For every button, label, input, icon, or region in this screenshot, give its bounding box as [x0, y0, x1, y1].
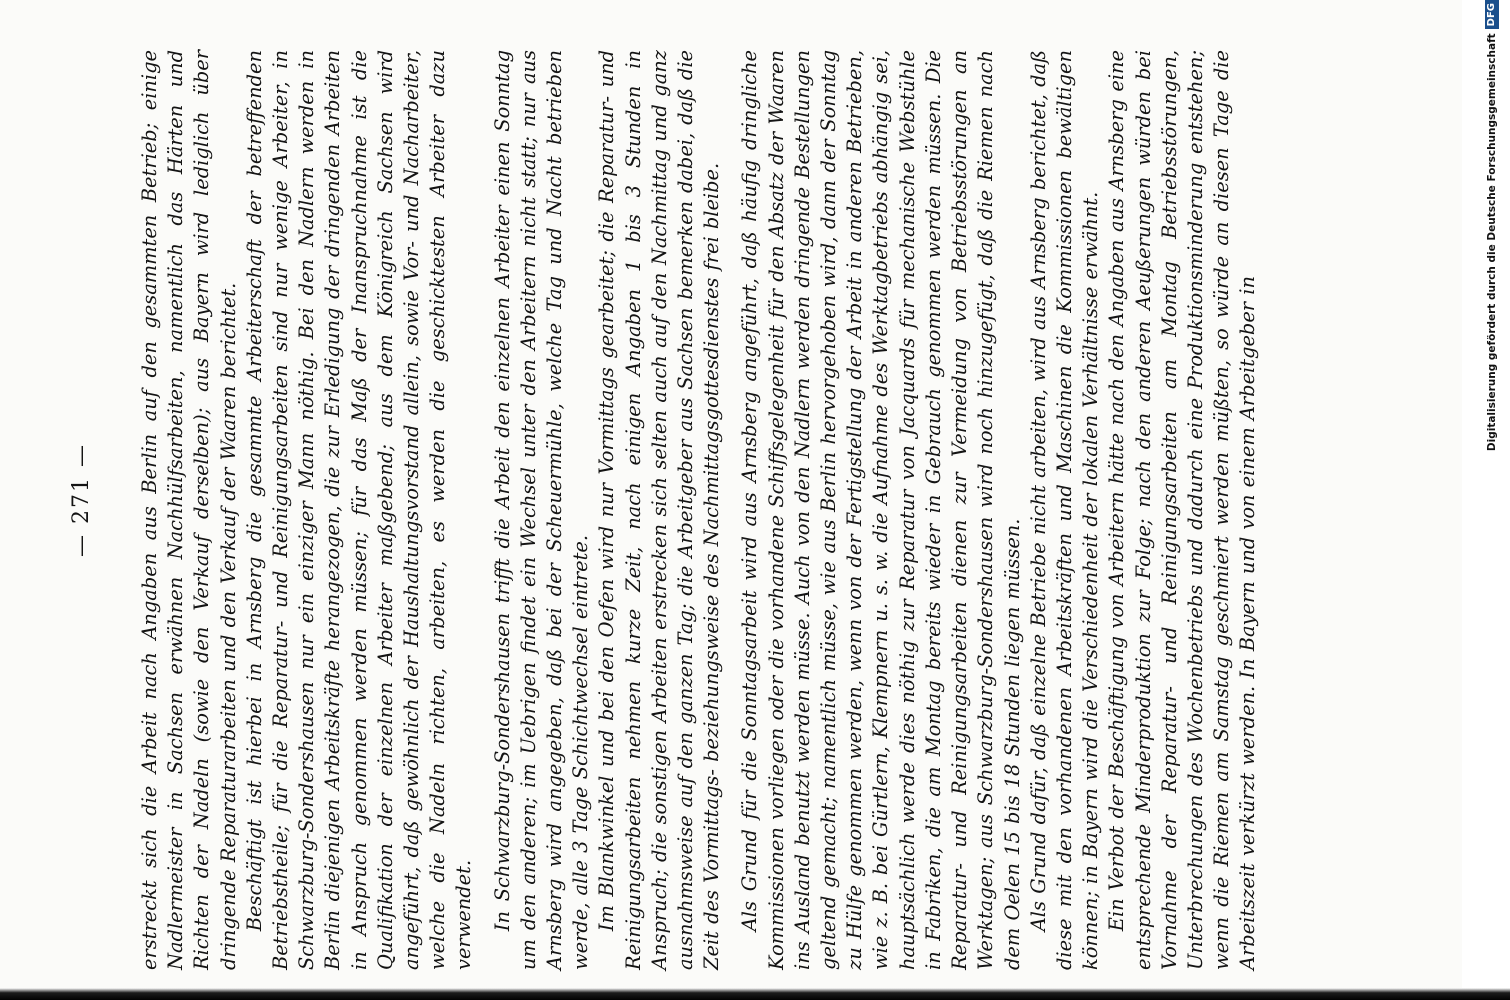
rotated-document-page [45, 0, 1465, 1000]
body-text [137, 50, 1262, 970]
paragraph: erstreckt sich die Arbeit nach Angaben aus Berlin auf den gesammten Betrieb; einige Nadlermeister in Sachsen erwähnen Nachhülfsarbeiten, namentlich das Härten und Richten der Nadeln (sowie den Verkauf derselben); aus Bayern wird lediglich über dringende Reparaturarbeiten und den Verkauf der Waaren berichtet. [138, 50, 240, 970]
paragraph: Ein Verbot der Beschäftigung von Arbeitern hätte nach den Angaben aus Arnsberg eine entsprechende Minderproduktion zur Folge; nach den anderen Aeußerungen würden bei Vornahme der Reparatur- und Reinigungsarbeiten am Montag Betriebsstörungen, Unterbrechungen des Wochenbetriebs und dadurch eine Produktionsminderung entstehen; wenn die Riemen am Samstag geschmiert werden müßten, so würde an diesen Tage die Arbeitszeit verkürzt werden. In Bayern und von einem Arbeitgeber in [1105, 50, 1260, 970]
paragraph: Als Grund dafür, daß einzelne Betriebe nicht arbeiten, wird aus Arnsberg berichtet, daß diese mit den vorhandenen Arbeitskräften und Maschinen die Kommissionen bewältigen können; in Bayern wird die Verschiedenheit der lokalen Verhältnisse erwähnt. [1026, 50, 1103, 970]
paragraph: Als Grund für die Sonntagsarbeit wird aus Arnsberg angeführt, daß häufig dringliche Kommissionen vorliegen oder die vorhandene Schiffsgelegenheit für den Absatz der Waaren ins Ausland benutzt werden müsse. Auch von den Nadlern werden dringende Bestellungen geltend gemacht; namentlich müsse, wie aus Berlin hervorgehoben wird, dann der Sonntag zu Hülfe genommen werden, wenn von der Fertigstellung der Arbeit in anderen Betrieben, wie z. B. bei Gürtlern, Klempnern u. s. w. die Aufnahme des Werktagbetriebs abhängig sei, hauptsächlich werde dies nöthig zur Reparatur von Jacquards für mechanische Webstühle in Fabriken, die am Montag bereits wieder in Gebrauch genommen werden müssen. Die Reparatur- und Reinigungsarbeiten dienen zur Vermeidung von Betriebsstörungen an Werktagen; aus Schwarzburg-Sondershausen wird noch hinzugefügt, daß die Riemen nach dem Oelen 15 bis 18 Stunden liegen müssen. [738, 50, 1024, 970]
paragraph: Beschäftigt ist hierbei in Arnsberg die gesammte Arbeiterschaft der betreffenden Betriebstheile; für die Reparatur- und Reinigungsarbeiten sind nur wenige Arbeiter, in Schwarzburg-Sondershausen nur ein einziger Mann nöthig. Bei den Nadlern werden in Berlin diejenigen Arbeitskräfte herangezogen, die zur Erledigung der dringenden Arbeiten in Anspruch genommen werden müssen; für das Maß der Inanspruchnahme ist die Qualifikation der einzelnen Arbeiter maßgebend; aus dem Königreich Sachsen wird angeführt, daß gewöhnlich der Haushaltungsvorstand allein, sowie Vor- und Nacharbeiter, welche die Nadeln richten, arbeiten, es werden die geschicktesten Arbeiter dazu verwendet. [242, 50, 476, 970]
dfg-logo-icon: DFG [1485, 0, 1499, 29]
digitization-credit [1484, 0, 1500, 1000]
paragraph: Im Blankwinkel und bei den Oefen wird nur Vormittags gearbeitet; die Reparatur- und Reinigungsarbeiten nehmen kurze Zeit, nach einigen Angaben 1 bis 3 Stunden in Anspruch; die sonstigen Arbeiten erstrecken sich selten auch auf den Nachmittag und ganz ausnahmsweise auf den ganzen Tag; die Arbeitgeber aus Sachsen bemerken dabei, daß die Zeit des Vormittags- beziehungsweise des Nachmittagsgottesdienstes frei bleibe. [595, 50, 724, 970]
page-number-header: — 271 — [69, 443, 94, 557]
paragraph: In Schwarzburg-Sondershausen trifft die Arbeit den einzelnen Arbeiter einen Sonntag um den anderen; im Uebrigen findet ein Wechsel unter den Arbeitern nicht statt; nur aus Arnsberg wird angegeben, daß bei der Scheuermühle, welche Tag und Nacht betrieben werde, alle 3 Tage Schichtwechsel eintrete. [490, 50, 593, 970]
credit-text: Digitalisierung gefördert durch die Deutsche Forschungsgemeinschaft [1486, 33, 1498, 452]
scan-bottom-edge [0, 988, 1510, 1000]
